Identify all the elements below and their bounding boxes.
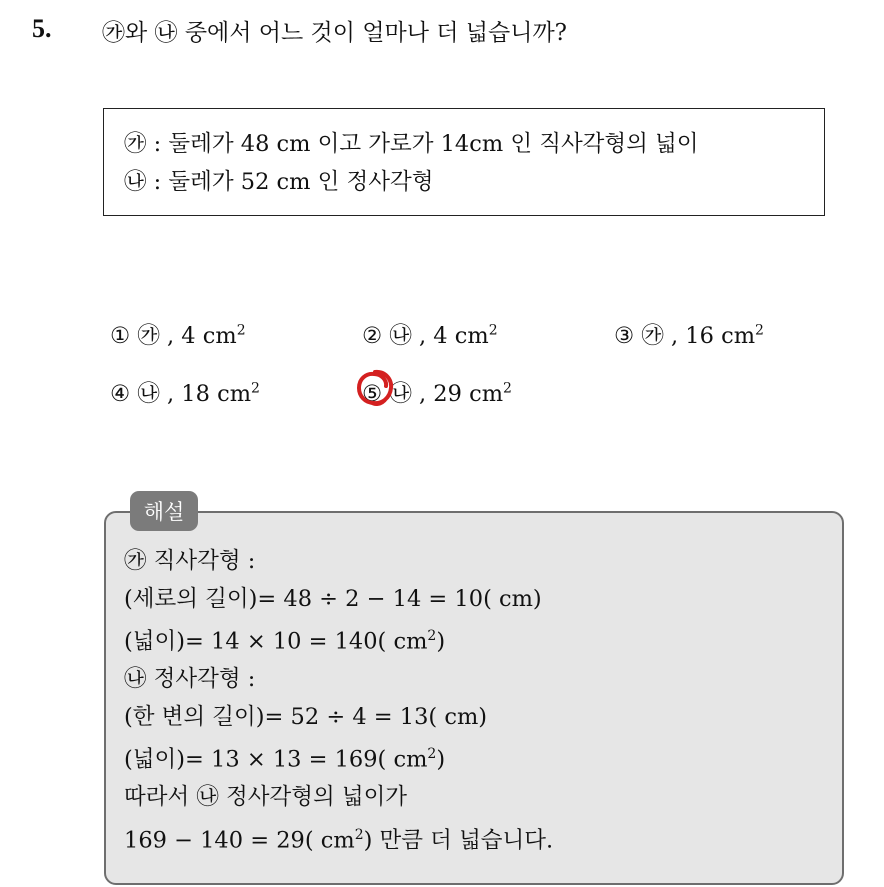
choice-option-marker: ㉯ (389, 381, 412, 407)
choice-option-marker: ㉮ (137, 323, 160, 349)
solution-line: ㉮ 직사각형 : (124, 548, 256, 574)
selected-answer-circle-icon (355, 368, 395, 408)
condition-na-text: : 둘레가 52 cm 인 정사각형 (146, 169, 434, 195)
choice-3[interactable] (614, 318, 764, 350)
solution-exponent: 2 (354, 826, 364, 843)
question-number: 5. (32, 14, 52, 43)
choice-4[interactable] (110, 376, 260, 408)
condition-ga-text: : 둘레가 48 cm 이고 가로가 14cm 인 직사각형의 넓이 (146, 131, 699, 157)
choice-2[interactable] (362, 318, 498, 350)
choice-option-marker: ㉮ (641, 323, 664, 349)
choice-number: ③ (614, 323, 635, 349)
solution-line (124, 736, 553, 779)
choice-number: ④ (110, 381, 131, 407)
solution-line-text: (넓이)= 13 × 13 = 169( cm (124, 746, 428, 773)
condition-box (103, 108, 825, 216)
solution-line: (한 변의 길이)= 52 ÷ 4 = 13( cm) (124, 703, 488, 730)
choice-exponent: 2 (755, 322, 764, 339)
question-text: ㉮와 ㉯ 중에서 어느 것이 얼마나 더 넓습니까? (102, 20, 567, 46)
solution-line-text: ) (436, 628, 446, 655)
choice-value: , 4 cm (167, 323, 237, 349)
solution-line (124, 817, 553, 860)
solution-line: (세로의 길이)= 48 ÷ 2 − 14 = 10( cm) (124, 585, 542, 612)
choice-number: ① (110, 323, 131, 349)
choice-value: , 16 cm (671, 323, 756, 349)
choice-value: , 29 cm (419, 381, 504, 407)
solution-line-text: ) (436, 746, 446, 773)
solution-line-text: 169 − 140 = 29( cm (124, 827, 355, 853)
choice-option-marker: ㉯ (389, 323, 412, 349)
choice-exponent: 2 (236, 322, 246, 339)
solution-line: ㉯ 정사각형 : (124, 666, 256, 692)
choice-number: ⑤ (362, 381, 383, 407)
choice-value: , 18 cm (167, 381, 252, 407)
solution-lines (124, 543, 553, 860)
choice-exponent: 2 (503, 380, 512, 397)
solution-tab: 해설 (130, 491, 198, 531)
choice-exponent: 2 (488, 322, 498, 339)
condition-ga (124, 125, 824, 163)
solution-line-text: (넓이)= 14 × 10 = 140( cm (124, 628, 428, 655)
choice-number: ② (362, 323, 383, 349)
choice-value: , 4 cm (419, 323, 489, 349)
option-ga-marker: ㉮ (124, 131, 147, 157)
solution-exponent: 2 (427, 746, 437, 762)
solution-line (124, 618, 553, 661)
choice-exponent: 2 (251, 380, 260, 397)
choice-1[interactable] (110, 318, 246, 350)
option-na-marker: ㉯ (124, 169, 147, 195)
solution-line-text: ) 만큼 더 넓습니다. (363, 827, 554, 853)
solution-line: 따라서 ㉯ 정사각형의 넓이가 (124, 784, 408, 810)
choice-option-marker: ㉯ (137, 381, 160, 407)
solution-exponent: 2 (427, 628, 437, 644)
condition-na (124, 163, 824, 201)
